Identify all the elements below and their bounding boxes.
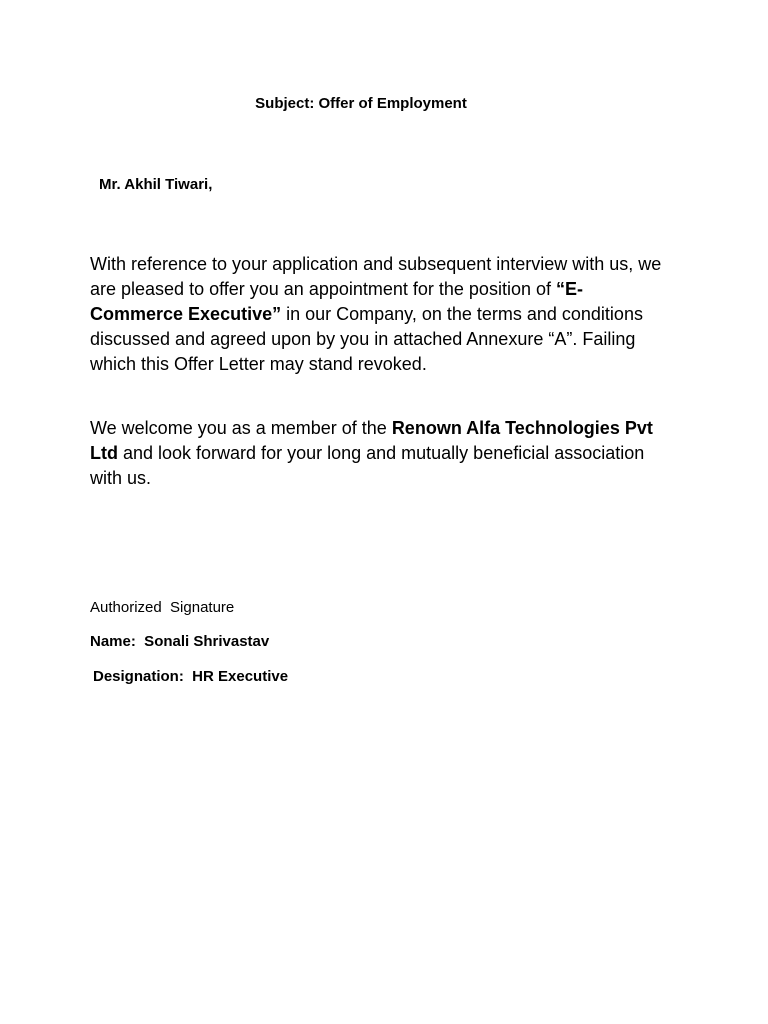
signatory-name: Name: Sonali Shrivastav (90, 633, 270, 650)
offer-text-start: With reference to your application and subsequent interview with us, we are pleased to offer you an appointment for the position of (90, 254, 662, 299)
offer-text-end: in our Company, on the terms and conditions discussed and agreed upon by you in attached Annexure “A”. Failing which this Offer Letter may stand revoked. (90, 304, 643, 374)
signatory-designation: Designation: HR Executive (93, 668, 289, 685)
welcome-text-start: We welcome you as a member of the (90, 418, 392, 438)
position-title: “E-Commerce Executive” (90, 279, 583, 324)
company-name: Renown Alfa Technologies Pvt Ltd (90, 418, 653, 463)
welcome-text-end: and look forward for your long and mutually beneficial association with us. (90, 443, 645, 488)
welcome-paragraph (90, 416, 670, 491)
letter-salutation: Mr. Akhil Tiwari, (99, 176, 213, 193)
offer-paragraph (90, 252, 670, 377)
signature-label: Authorized Signature (90, 599, 235, 616)
letter-subject: Subject: Offer of Employment (255, 95, 467, 112)
